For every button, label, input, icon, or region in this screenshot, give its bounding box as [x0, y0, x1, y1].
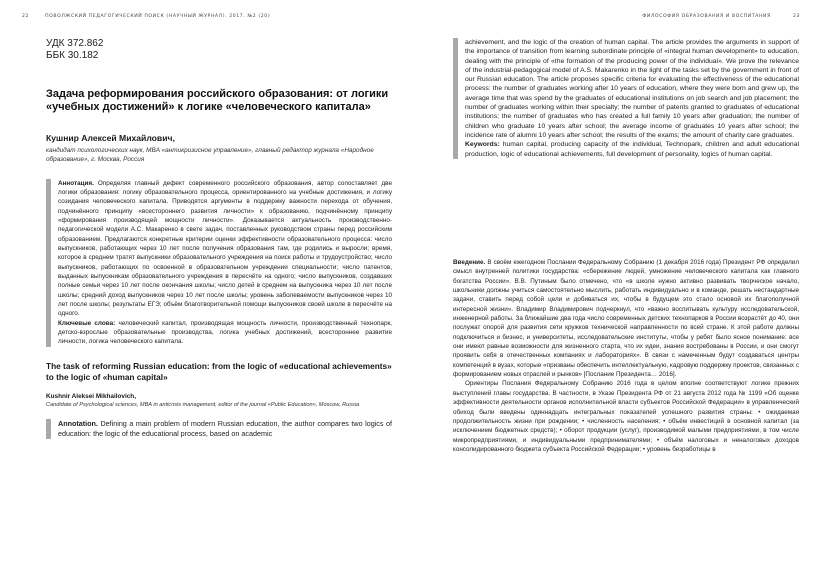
english-annotation-text-start: Defining a main problem of modern Russian education, the author compares two logics of education: the logic of the educational process, based on academic [58, 419, 392, 439]
left-running-title: ПОВОЛЖСКИЙ ПЕДАГОГИЧЕСКИЙ ПОИСК (НАУЧНЫЙ ЖУРНАЛ). 2017. №2 (20) [45, 14, 271, 19]
english-annotation-start [46, 419, 392, 439]
author-name: Кушнир Алексей Михайлович, [46, 133, 175, 143]
left-page-header [22, 14, 270, 19]
english-keywords-label: Keywords: [465, 141, 500, 149]
intro-paragraph [453, 258, 799, 379]
english-annotation-text-cont: achievement, and the logic of the creation of human capital. The article provides the arguments in support of the importance of transition from learning subordinate principle of «integral human development» to education, dealing with the principle of «the formation of the producing power of the individual». We prove the relevance of the industrial-pedagogical model of A.S. Makarenko in the light of the tasks set by the government in front of our Russian education. The article proposes specific criteria for evaluating the effectiveness of the educational process: the number of graduates working after 10 years of education, where they were born and grew up, the average time that was spend by the graduates of educational institutions on job search and job placement; the number of graduates working within their specialty; the number of patents granted to graduates of educational institutions; the number of graduates who has created a full family 10 years after graduation; the number of children who graduate 10 years after school; the average income of graduates 10 years after school; the incidence rate of alumni 10 years after school; the results of the exams; the amount of charity care graduates. [465, 39, 799, 139]
abstract-text: Определяя главный дефект современного российского образования, автор сопоставляет две логики образования: логику образовательного процесса, ориентированного на учебные достижения, и логику созидания человеческого капитала. Приводятся аргументы в поддержку важности перехода от обучения, подчинённого принципу «всестороннего развития личности» к образованию, подчинённому принципу «формирования производящей мощности личности». Доказывается актуальность производственно-педагогической модели А.С. Макаренко в свете задач, поставленных руководством страны перед российским образованием. Предлагаются конкретные критерии оценки эффективности образовательного процесса: число выпускников, работающих через 10 лет после получения образования там, где родились и выросли; время, которое в среднем тратят выпускники образовательного учреждения на поиск работы и трудоустройство; число выпускников, работающих по освоенной в образовательном учреждении специальности; число патентов, выданных выпускникам образовательного учреждения в пересчёте на одного; число выпускников, создавших полные семьи через 10 лет после окончания школы; число детей в среднем на выпускника через 10 лет после школы; средний доход выпускников через 10 лет после школы; уровень заболеваемости выпускников через 10 лет после школы; результаты ЕГЭ; объём благотворительной помощи выпускников своей школе в пересчёте на одного. [58, 179, 392, 318]
english-keywords-text: human capital, producing capacity of the individual, Technopark, children and adult educational production, logic of educational achievements, full development of personality, logics of human capital. [465, 141, 799, 158]
english-affiliation: Candidate of Psychological sciences, MBA in anticrisis management, editor of the journal «Public Education», Moscow, Russia [46, 401, 360, 408]
english-keywords [465, 140, 799, 159]
english-title: The task of reforming Russian education: from the logic of «educational achievements» to the logic of «human capital» [46, 360, 392, 382]
intro-label: Введение. [453, 259, 486, 266]
left-page-column [46, 38, 392, 573]
article-body [453, 258, 799, 573]
bbk-code: ББК 30.182 [46, 50, 99, 61]
right-running-title: ФИЛОСОФИЯ ОБРАЗОВАНИЯ И ВОСПИТАНИЯ [642, 14, 771, 19]
left-page-number: 22 [22, 14, 30, 19]
article-title: Задача реформирования российского образования: от логики «учебных достижений» к логике «человеческого капитала» [46, 88, 389, 113]
russian-keywords [58, 319, 392, 347]
russian-abstract-block [46, 179, 392, 347]
russian-abstract [58, 179, 392, 319]
keywords-text: человеческий капитал, производящая мощность личности, производственный технопарк, детско-взрослые образовательные производства, логика учебных достижений, всестороннее развитие личности, логика человеческого капитала. [58, 319, 392, 346]
udk-code: УДК 372.862 [46, 38, 104, 49]
keywords-label: Ключевые слова: [58, 319, 116, 327]
english-author: Kushnir Aleksei Mikhailovich, [46, 392, 136, 400]
abstract-label: Аннотация. [58, 179, 94, 187]
english-annotation-label: Annotation. [58, 419, 98, 429]
right-page-header [642, 14, 800, 19]
right-page-number: 23 [792, 14, 800, 19]
english-annotation-continued [453, 38, 799, 159]
intro-text: В своём ежегодном Послании Федеральному Собранию (1 декабря 2016 года) Президент РФ определил смысл внутренней политики государства: «сбережение людей, умножение человеческого капитала как главного богатства России». В.В. Путиным было отмечено, что «в школе нужно активно развивать творческое начало, школьники должны учиться самостоятельно мыслить, работать индивидуально и в команде, решать нестандартные задачи, ставить перед собой цели и добиваться их, чтобы в будущем это стало основой их благополучной интересной жизни». Владимир Владимирович подчеркнул, что «важно воспитывать культуру исследовательской, инженерной работы. За ближайшие два года число современных детских технопарков в России возрастёт до 40, они послужат опорой для развития сети кружков технической направленности по всей стране. К этой работе должны подключиться и бизнес, и университеты, исследовательские институты, чтобы у ребят было ясное понимание: все они имеют равные возможности для жизненного старта, что их идеи, знания востребованы в России, и они смогут проявить себя в отечественных компаниях и лабораториях». В связи с намеченным будут создаваться центры компетенций в вузах, которые «призваны обеспечить интеллектуальную, кадровую поддержку проектов, связанных с формированием новых отраслей и рынков» [Послание Президента… 2016]. [453, 259, 799, 379]
body-paragraph-2: Ориентиры Послания Федеральному Собранию 2016 года в целом вполне соответствуют логике прежних выступлений главы государства. В частности, в Указе Президента РФ от 21 августа 2012 года № 1199 «Об оценке эффективности деятельности органов исполнительной власти субъектов Российской Федерации» в управленческий обиход были введены одиннадцать интегральных показателей успешного развития страны: • ожидаемая продолжительность жизни при рождении; • численность населения; • объём инвестиций в основной капитал (за исключением бюджетных средств); • оборот продукции (услуг), производимой малыми предприятиями, в том числе микропредприятиями, и индивидуальными предпринимателями; • объём налоговых и неналоговых доходов консолидированного бюджета субъекта Российской Федерации; • уровень безработицы в [453, 380, 799, 453]
author-affiliation: кандидат психологических наук, MBA «антикризисное управление», главный редактор журнала «Народное образование», г. Москва, Россия [46, 147, 374, 164]
